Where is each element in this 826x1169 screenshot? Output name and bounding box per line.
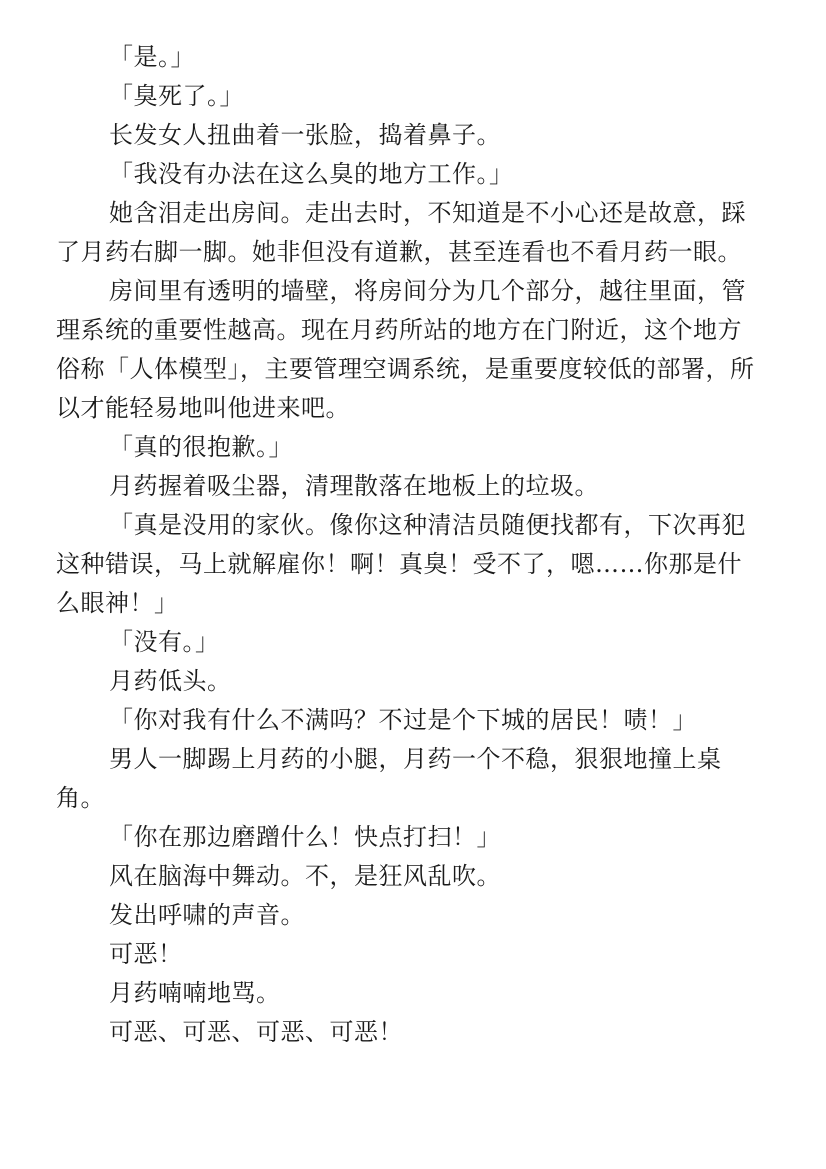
paragraph: 「真是没用的家伙。像你这种清洁员随便找都有，下次再犯这种错误，马上就解雇你！啊！真臭！受不了，嗯……你那是什么眼神！」 [56, 511, 746, 617]
paragraph: 「真的很抱歉。」 [109, 433, 293, 461]
paragraph: 月药低头。 [109, 667, 232, 695]
paragraph: 她含泪走出房间。走出去时，不知道是不小心还是故意，踩了月药右脚一脚。她非但没有道歉，甚至连看也不看月药一眼。 [56, 199, 746, 266]
paragraph: 「臭死了。」 [109, 82, 244, 110]
paragraph: 发出呼啸的声音。 [109, 901, 305, 929]
paragraph: 月药喃喃地骂。 [109, 979, 281, 1007]
paragraph: 可恶、可恶、可恶、可恶！ [109, 1018, 403, 1046]
paragraph: 月药握着吸尘器，清理散落在地板上的垃圾。 [109, 472, 599, 500]
paragraph: 「你对我有什么不满吗？不过是个下城的居民！啧！」 [109, 706, 697, 734]
paragraph: 「是。」 [109, 43, 195, 71]
paragraph: 「你在那边磨蹭什么！快点打扫！」 [109, 823, 501, 851]
paragraph: 「没有。」 [109, 628, 220, 656]
paragraph: 可恶！ [109, 940, 183, 968]
paragraph: 房间里有透明的墙壁，将房间分为几个部分，越往里面，管理系统的重要性越高。现在月药所站的地方在门附近，这个地方俗称「人体模型」，主要管理空调系统，是重要度较低的部署，所以才能轻易地叫他进来吧。 [56, 277, 755, 422]
paragraph: 风在脑海中舞动。不，是狂风乱吹。 [109, 862, 501, 890]
document-page [56, 38, 756, 1052]
paragraph: 「我没有办法在这么臭的地方工作。」 [109, 160, 514, 188]
paragraph: 长发女人扭曲着一张脸，捣着鼻子。 [109, 121, 501, 149]
paragraph: 男人一脚踢上月药的小腿，月药一个不稳，狠狠地撞上桌角。 [56, 745, 722, 812]
